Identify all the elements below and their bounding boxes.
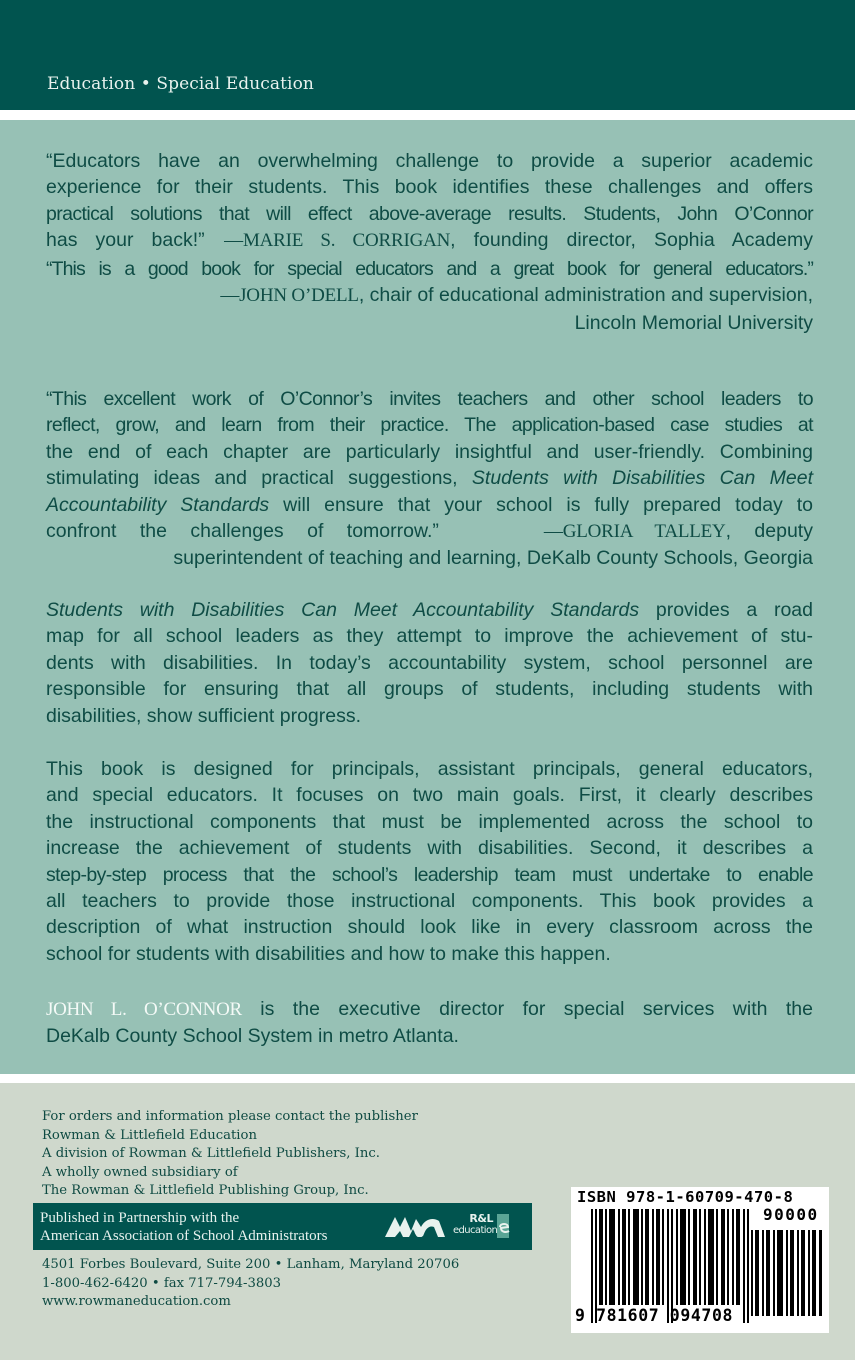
category-label: Education • Special Education bbox=[47, 74, 314, 94]
description-line: all teachers to provide those instructional components. This book provides a bbox=[46, 890, 813, 913]
endorser-title: , deputy bbox=[725, 520, 813, 543]
endorser-name: —JOHN O’DELL bbox=[220, 285, 359, 307]
book-title: Students with Disabilities Can Meet bbox=[471, 467, 814, 490]
author-bio bbox=[46, 996, 813, 1050]
quote-line: “This excellent work of O’Connor’s invites teachers and other school leaders to bbox=[46, 388, 813, 410]
description-line: increase the achievement of students with disabilities. Second, it describes a bbox=[46, 837, 813, 860]
endorsement-odell bbox=[46, 256, 813, 336]
description-line: This book is designed for principals, assistant principals, general educators, bbox=[46, 758, 813, 780]
description-line: description of what instruction should look like in every classroom across the bbox=[46, 916, 813, 939]
quote-line: stimulating ideas and practical suggestions, Students with Disabilities Can Meet bbox=[46, 467, 814, 490]
publisher-line: For orders and information please contact the publisher bbox=[42, 1109, 418, 1124]
endorser-name: —GLORIA TALLEY bbox=[543, 521, 726, 543]
divider-stripe bbox=[0, 110, 855, 120]
quote-line: “This is a good book for special educators and a great book for general educators.” bbox=[46, 258, 813, 280]
quote-line: “Educators have an overwhelming challenge to provide a superior academic bbox=[46, 150, 813, 172]
publisher-line: A division of Rowman & Littlefield Publishers, Inc. bbox=[42, 1146, 380, 1161]
description-line: map for all school leaders as they attempt to improve the achievement of stu- bbox=[46, 625, 813, 648]
divider-stripe bbox=[0, 1074, 855, 1083]
endorser-affiliation: Lincoln Memorial University bbox=[574, 311, 813, 334]
description-line: the instructional components that must be implemented across the school to bbox=[46, 810, 813, 833]
isbn-barcode bbox=[571, 1187, 829, 1333]
publisher-line: Rowman & Littlefield Education bbox=[42, 1127, 257, 1143]
address-line: 4501 Forbes Boulevard, Suite 200 • Lanham, Maryland 20706 bbox=[42, 1257, 460, 1272]
publisher-line: The Rowman & Littlefield Publishing Group, Inc. bbox=[42, 1183, 369, 1198]
ean-digits: 9 781607 094708 bbox=[575, 1306, 734, 1325]
rl-mark-icon bbox=[496, 1213, 512, 1239]
description-line: school for students with disabilities and how to make this happen. bbox=[46, 942, 611, 965]
endorser-name: —MARIE S. CORRIGAN bbox=[224, 230, 451, 252]
bio-line: DeKalb County School System in metro Atlanta. bbox=[46, 1025, 459, 1048]
addon-digits: 90000 bbox=[763, 1205, 819, 1224]
author-name: JOHN L. O’CONNOR bbox=[46, 999, 242, 1020]
phone-line: 1-800-462-6420 • fax 717-794-3803 bbox=[42, 1275, 282, 1291]
endorsement-talley bbox=[46, 386, 813, 572]
description-line: disabilities, show sufficient progress. bbox=[46, 704, 362, 727]
description-line: responsible for ensuring that all groups of students, including students with bbox=[46, 678, 813, 701]
quote-line: practical solutions that will effect above-average results. Students, John O’Connor bbox=[46, 202, 813, 225]
quote-line: Accountability Standards will ensure that your school is fully prepared today to bbox=[46, 493, 814, 516]
book-title: Accountability Standards bbox=[46, 493, 270, 516]
rl-education-logo: R&L education bbox=[451, 1210, 515, 1244]
description-line: step-by-step process that the school’s leadership team must undertake to enable bbox=[46, 863, 813, 886]
quote-attribution-line bbox=[46, 282, 813, 309]
bio-line: JOHN L. O’CONNOR is the executive director for special services with the bbox=[46, 998, 813, 1020]
endorser-title: , chair of educational administration and supervision, bbox=[358, 284, 813, 307]
description-line: and special educators. It focuses on two main goals. First, it clearly describes bbox=[46, 784, 813, 807]
quote-line: the end of each chapter are particularly insightful and user-friendly. Combining bbox=[46, 440, 813, 463]
partnership-banner bbox=[33, 1203, 532, 1250]
aasa-logo-icon bbox=[383, 1211, 447, 1243]
partnership-text: Published in Partnership with the American Association of School Administrators bbox=[40, 1210, 328, 1244]
description-line: dents with disabilities. In today’s accountability system, school personnel are bbox=[46, 651, 813, 674]
description-line: Students with Disabilities Can Meet Accountability Standards provides a road bbox=[46, 599, 813, 621]
quote-attribution-line: has your back!” —MARIE S. CORRIGAN, founding director, Sophia Academy bbox=[46, 229, 813, 252]
quote-attribution-line: confront the challenges of tomorrow.” —GLORIA TALLEY, deputy bbox=[46, 520, 813, 543]
quote-line: experience for their students. This book identifies these challenges and offers bbox=[46, 176, 813, 199]
publisher-line: A wholly owned subsidiary of bbox=[42, 1164, 238, 1180]
cover-header-band bbox=[0, 0, 855, 110]
quote-line: reflect, grow, and learn from their practice. The application-based case studies at bbox=[46, 414, 813, 437]
endorser-title: superintendent of teaching and learning, DeKalb County Schools, Georgia bbox=[173, 547, 813, 570]
endorser-title: , founding director, Sophia Academy bbox=[450, 229, 813, 252]
description-paragraph-1 bbox=[46, 597, 813, 729]
publisher-contact bbox=[42, 1256, 459, 1312]
description-paragraph-2 bbox=[46, 756, 813, 967]
website-link[interactable]: www.rowmaneducation.com bbox=[42, 1294, 231, 1309]
book-title: Students with Disabilities Can Meet Accountability Standards bbox=[46, 599, 640, 621]
publisher-info bbox=[42, 1108, 418, 1201]
addon-barcode-bars bbox=[751, 1230, 823, 1316]
isbn-label: ISBN 978-1-60709-470-8 bbox=[577, 1188, 794, 1206]
endorsement-corrigan bbox=[46, 148, 813, 255]
